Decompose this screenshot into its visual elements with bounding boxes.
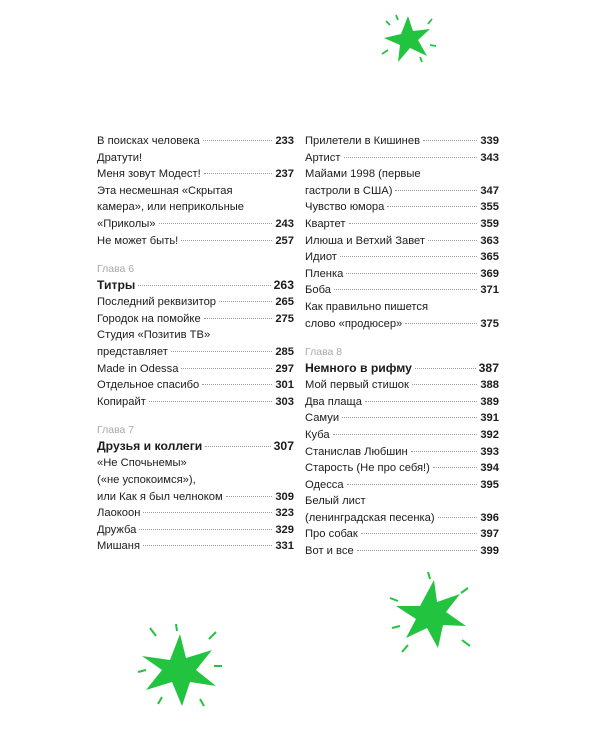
page-number: 307 <box>273 439 294 454</box>
toc-entry[interactable] <box>305 299 499 332</box>
toc-entry-text: представляет <box>97 345 168 358</box>
toc-entry-text: Квартет <box>305 217 346 230</box>
dot-leader <box>412 384 477 385</box>
toc-entry-text: слово «продюсер» <box>305 317 403 330</box>
page-number: 309 <box>275 490 294 503</box>
toc-entry-text: («не успокоимся»), <box>97 473 196 486</box>
page-number: 355 <box>480 201 499 214</box>
chapter-title[interactable] <box>97 438 294 455</box>
toc-entry-text: Мой первый стишок <box>305 379 409 392</box>
toc-entry[interactable] <box>305 460 499 477</box>
toc-entry-text: Прилетели в Кишинев <box>305 135 421 147</box>
page-number: 397 <box>480 528 499 541</box>
page-number: 257 <box>275 234 294 247</box>
toc-entry-text: Последний реквизитор <box>97 296 217 309</box>
dot-leader <box>333 434 478 435</box>
toc-entry[interactable] <box>305 249 499 266</box>
toc-entry[interactable] <box>305 377 499 394</box>
toc-entry[interactable] <box>305 543 499 560</box>
toc-entry[interactable] <box>97 294 294 311</box>
toc-entry[interactable] <box>97 133 294 150</box>
toc-entry-text: Студия «Позитив ТВ» <box>97 329 211 342</box>
toc-entry[interactable] <box>97 311 294 328</box>
dot-leader <box>204 318 273 319</box>
page-number: 365 <box>480 251 499 264</box>
dot-leader <box>143 512 272 513</box>
toc-entry-text: Идиот <box>305 251 337 264</box>
toc-entry[interactable] <box>305 199 499 216</box>
page-number: 363 <box>480 234 499 247</box>
toc-entry-text: Друзья и коллеги <box>97 439 203 454</box>
page-number: 331 <box>275 540 294 553</box>
toc-entry-text: Про собак <box>305 528 358 541</box>
toc-entry[interactable] <box>97 538 294 555</box>
dot-leader <box>361 533 478 534</box>
toc-column-right <box>305 133 499 560</box>
chapter-label: Глава 8 <box>305 346 343 359</box>
page-number: 395 <box>480 478 499 491</box>
toc-entry-text: Боба <box>305 284 331 297</box>
toc-entry[interactable] <box>305 266 499 283</box>
toc-entry-text: «Приколы» <box>97 217 156 230</box>
page-number: 387 <box>478 361 499 376</box>
toc-entry-text: Лаокоон <box>97 507 141 520</box>
dot-leader <box>342 417 477 418</box>
toc-entry-text: Меня зовут Модест! <box>97 168 201 181</box>
page-number: 396 <box>480 511 499 524</box>
green-star-burst-icon <box>376 12 440 68</box>
toc-entry-text: Немного в рифму <box>305 361 412 376</box>
dot-leader <box>181 368 272 369</box>
dot-leader <box>344 157 478 158</box>
toc-entry-text: Отдельное спасибо <box>97 379 200 392</box>
dot-leader <box>159 223 273 224</box>
dot-leader <box>347 484 478 485</box>
page-number: 275 <box>275 312 294 325</box>
chapter-label: Глава 7 <box>97 424 135 437</box>
toc-entry-text: Титры <box>97 278 136 293</box>
toc-entry-text: Два плаща <box>305 395 362 408</box>
page-number: 233 <box>275 135 294 147</box>
toc-entry[interactable] <box>97 455 294 505</box>
dot-leader <box>346 273 477 274</box>
toc-entry-text: Не может быть! <box>97 234 179 247</box>
dot-leader <box>181 240 272 241</box>
toc-entry-text: Белый лист <box>305 495 366 508</box>
toc-entry[interactable] <box>97 394 294 411</box>
page-number: 393 <box>480 445 499 458</box>
toc-entry-text: Как правильно пишется <box>305 300 429 313</box>
dot-leader <box>149 401 272 402</box>
page-number: 399 <box>480 545 499 558</box>
dot-leader <box>171 351 272 352</box>
dot-leader <box>143 545 272 546</box>
dot-leader <box>138 285 270 286</box>
dot-leader <box>365 401 477 402</box>
toc-entry-text: Илюша и Ветхий Завет <box>305 234 426 247</box>
page-number: 297 <box>275 362 294 375</box>
toc-entry[interactable] <box>305 493 499 526</box>
dot-leader <box>349 223 478 224</box>
dot-leader <box>411 451 478 452</box>
page-number: 394 <box>480 462 499 475</box>
green-star-burst-icon <box>382 568 478 656</box>
toc-entry[interactable] <box>305 166 499 199</box>
page-number: 347 <box>480 184 499 197</box>
page-number: 243 <box>275 217 294 230</box>
toc-entry-text: Майами 1998 (первые <box>305 168 421 181</box>
dot-leader <box>139 529 272 530</box>
toc-entry-text: Дружба <box>97 523 137 536</box>
dot-leader <box>428 240 477 241</box>
page-number: 301 <box>275 379 294 392</box>
page-number: 343 <box>480 151 499 164</box>
chapter-label: Глава 6 <box>97 263 135 276</box>
toc-entry[interactable] <box>97 377 294 394</box>
toc-entry[interactable] <box>305 233 499 250</box>
page-number: 265 <box>275 296 294 309</box>
toc-entry-text: (ленинградская песенка) <box>305 511 435 524</box>
toc-entry-text: В поисках человека <box>97 135 200 147</box>
dot-leader <box>387 206 477 207</box>
toc-column-left <box>97 133 294 555</box>
dot-leader <box>334 289 477 290</box>
dot-leader <box>433 467 477 468</box>
toc-entry-text: Вот и все <box>305 545 354 558</box>
dot-leader <box>203 140 273 141</box>
toc-entry[interactable] <box>305 216 499 233</box>
toc-entry-text: Made in Odessa <box>97 362 179 375</box>
toc-entry[interactable] <box>305 526 499 543</box>
dot-leader <box>205 446 270 447</box>
dot-leader <box>340 256 477 257</box>
chapter-title[interactable] <box>97 277 294 294</box>
dot-leader <box>204 173 273 174</box>
dot-leader <box>226 496 273 497</box>
toc-entry[interactable] <box>305 133 499 150</box>
chapter-title[interactable] <box>305 360 499 377</box>
page-number: 359 <box>480 217 499 230</box>
green-star-burst-icon <box>130 620 230 710</box>
toc-entry-text: Самуи <box>305 412 340 425</box>
toc-entry-text: гастроли в США) <box>305 184 393 197</box>
toc-entry-text: камера», или неприкольные <box>97 201 245 214</box>
toc-entry-text: Городок на помойке <box>97 312 201 325</box>
page-number: 339 <box>480 135 499 147</box>
toc-entry[interactable] <box>305 427 499 444</box>
toc-entry[interactable] <box>97 522 294 539</box>
toc-entry-text: Пленка <box>305 267 344 280</box>
page-number: 303 <box>275 395 294 408</box>
toc-entry[interactable] <box>305 444 499 461</box>
toc-entry[interactable] <box>97 150 294 167</box>
toc-entry-text: Станислав Любшин <box>305 445 408 458</box>
toc-entry[interactable] <box>97 505 294 522</box>
toc-entry[interactable] <box>305 477 499 494</box>
toc-entry[interactable] <box>305 282 499 299</box>
toc-entry-text: Эта несмешная «Скрытая <box>97 184 233 197</box>
toc-entry[interactable] <box>97 233 294 250</box>
toc-entry-text: Артист <box>305 151 341 164</box>
toc-entry-text: Дратути! <box>97 151 143 164</box>
toc-entry-text: Куба <box>305 428 330 441</box>
page-number: 237 <box>275 168 294 181</box>
toc-entry-text: «Не Спочьнемы» <box>97 457 187 470</box>
page-number: 389 <box>480 395 499 408</box>
page-number: 392 <box>480 428 499 441</box>
page-number: 329 <box>275 523 294 536</box>
page-number: 285 <box>275 345 294 358</box>
page-number: 369 <box>480 267 499 280</box>
page-number: 371 <box>480 284 499 297</box>
toc-entry-text: Старость (Не про себя!) <box>305 462 430 475</box>
toc-entry-text: Чувство юмора <box>305 201 385 214</box>
dot-leader <box>395 190 477 191</box>
toc-entry[interactable] <box>97 327 294 360</box>
dot-leader <box>423 140 477 141</box>
toc-entry-text: Мишаня <box>97 540 141 553</box>
toc-entry[interactable] <box>97 183 294 233</box>
toc-entry[interactable] <box>305 150 499 167</box>
page-number: 323 <box>275 507 294 520</box>
dot-leader <box>405 323 477 324</box>
toc-entry-text: Одесса <box>305 478 344 491</box>
dot-leader <box>202 384 272 385</box>
toc-entry[interactable] <box>97 361 294 378</box>
toc-entry-text: или Как я был челноком <box>97 490 223 503</box>
page-number: 388 <box>480 379 499 392</box>
toc-entry[interactable] <box>97 166 294 183</box>
dot-leader <box>357 550 478 551</box>
toc-entry[interactable] <box>305 410 499 427</box>
dot-leader <box>438 517 478 518</box>
page-number: 263 <box>273 278 294 293</box>
dot-leader <box>415 368 476 369</box>
toc-entry[interactable] <box>305 394 499 411</box>
page-number: 375 <box>480 317 499 330</box>
page-number: 391 <box>480 412 499 425</box>
toc-entry-text: Копирайт <box>97 395 146 408</box>
dot-leader <box>219 301 272 302</box>
